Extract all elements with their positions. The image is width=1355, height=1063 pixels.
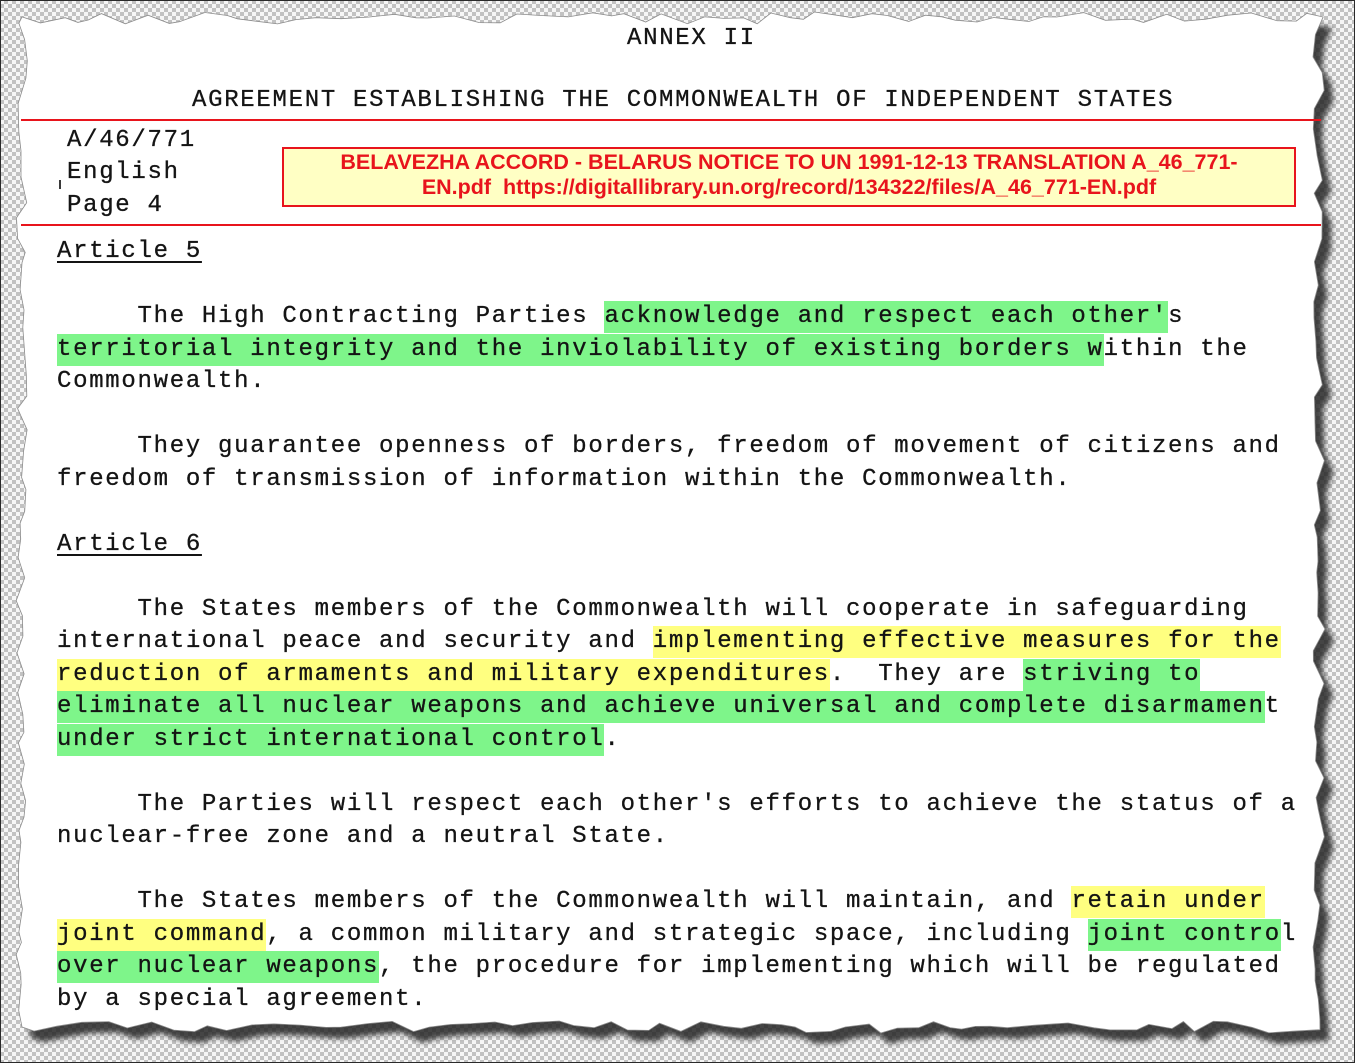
text-line xyxy=(57,464,1297,497)
text-line xyxy=(57,659,1297,692)
text-line xyxy=(57,951,1297,984)
text-segment: ithin the xyxy=(1103,335,1249,363)
red-rule-bottom xyxy=(21,224,1321,226)
text-segment: The States members of the Commonwealth will maintain, and xyxy=(137,888,1072,915)
highlighted-text: territorial integrity and the inviolability of existing borders w xyxy=(57,334,1104,366)
paragraph xyxy=(57,886,1297,1016)
article-5-section xyxy=(57,236,1297,496)
text-line xyxy=(57,789,1297,822)
highlighted-text: joint command xyxy=(57,919,266,951)
agreement-title: AGREEMENT ESTABLISHING THE COMMONWEALTH OF INDEPENDENT STATES xyxy=(192,87,1175,114)
paragraph xyxy=(57,431,1297,496)
text-segment: freedom of transmission of information within the Commonwealth. xyxy=(57,465,1072,493)
text-segment: l xyxy=(1280,920,1297,948)
annex-label: ANNEX II xyxy=(627,25,756,52)
source-note-line: EN.pdf https://digitallibrary.un.org/record/134322/files/A_46_771-EN.pdf xyxy=(421,175,1157,199)
text-segment: international peace and security and xyxy=(57,628,653,655)
text-segment: Commonwealth. xyxy=(57,368,267,395)
red-rule-top xyxy=(21,119,1321,121)
page-number: Page 4 xyxy=(67,192,164,219)
text-segment: nuclear-free zone and a neutral State. xyxy=(57,823,669,850)
article-heading: Article 5 xyxy=(57,238,202,265)
highlighted-text: implementing effective measures for the xyxy=(653,626,1281,658)
document-symbol: A/46/771 xyxy=(67,127,196,154)
text-line xyxy=(57,691,1297,724)
text-line xyxy=(57,724,1297,757)
highlighted-text: reduction of armaments and military expenditures xyxy=(57,659,830,691)
text-line xyxy=(57,919,1297,952)
text-segment: The Parties will respect each other's efforts to achieve the status of a xyxy=(137,790,1297,818)
text-segment: . xyxy=(604,725,621,753)
highlighted-text: striving to xyxy=(1023,659,1200,691)
scan-mark xyxy=(59,180,61,189)
text-segment: by a special agreement. xyxy=(57,985,428,1013)
text-segment: s xyxy=(1168,303,1185,330)
document-body xyxy=(57,236,1297,1016)
highlighted-text: eliminate all nuclear weapons and achieve universal and complete disarmamen xyxy=(57,691,1265,723)
highlighted-text: joint contro xyxy=(1088,919,1281,951)
text-line xyxy=(57,594,1297,627)
text-line xyxy=(57,821,1297,854)
text-segment: t xyxy=(1264,693,1281,720)
text-line xyxy=(57,626,1297,659)
text-segment: They guarantee openness of borders, freedom of movement of citizens and xyxy=(137,433,1281,460)
text-line xyxy=(57,431,1297,464)
highlighted-text: under strict international control xyxy=(57,724,604,756)
text-segment: , a common military and strategic space, including xyxy=(266,920,1088,948)
source-note-box xyxy=(282,147,1296,207)
document-language: English xyxy=(67,159,180,186)
paragraph xyxy=(57,789,1297,854)
text-line xyxy=(57,334,1297,367)
highlighted-text: acknowledge and respect each other' xyxy=(604,301,1168,333)
paragraph xyxy=(57,594,1297,757)
article-heading: Article 6 xyxy=(57,530,202,558)
text-segment: , the procedure for implementing which will be regulated xyxy=(379,953,1281,980)
text-segment: The States members of the Commonwealth will cooperate in safeguarding xyxy=(137,595,1249,623)
text-line xyxy=(57,984,1297,1017)
text-segment: The High Contracting Parties xyxy=(137,303,605,330)
text-segment: . They are xyxy=(829,660,1024,688)
article-6-section xyxy=(57,529,1297,1017)
paragraph xyxy=(57,301,1297,399)
text-line xyxy=(57,886,1297,919)
highlighted-text: retain under xyxy=(1071,886,1264,918)
text-line xyxy=(57,301,1297,334)
highlighted-text: over nuclear weapons xyxy=(57,951,379,983)
text-line xyxy=(57,366,1297,399)
source-note-line: BELAVEZHA ACCORD - BELARUS NOTICE TO UN 1991-12-13 TRANSLATION A_46_771- xyxy=(340,150,1238,174)
